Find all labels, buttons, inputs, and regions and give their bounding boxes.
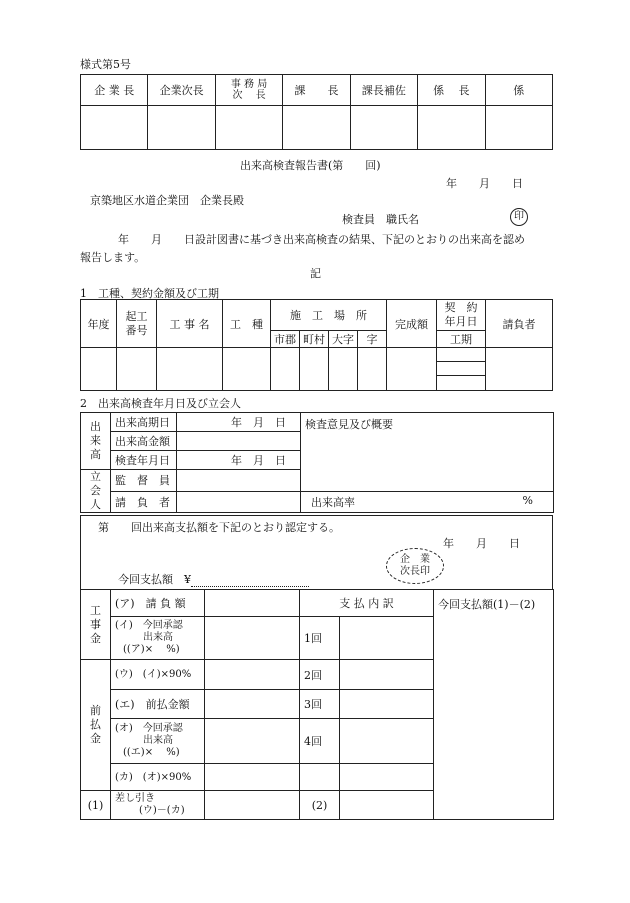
payment-2-value[interactable] [340,660,434,690]
rate-cell[interactable]: 出来高率 % [301,491,554,513]
payment-1-label: 1回 [300,617,340,660]
value-d[interactable] [205,690,300,719]
item-b: (イ) 今回承認 出来高 ((ア)× %) [111,617,205,660]
form-number: 様式第5号 [80,58,131,71]
date-cell[interactable]: 年 月 日 [177,413,301,432]
value-g[interactable] [205,791,300,820]
approval-cell[interactable] [350,106,417,150]
approval-header: 係 [485,75,552,106]
item-g-number: (1) [81,791,111,820]
pay-amount-line[interactable] [191,576,309,587]
row-label: 検査年月日 [111,451,177,470]
payment-table [80,589,554,820]
payment-2-label: 2回 [300,660,340,690]
body-line-1: 年 月 日設計図書に基づき出来高検査の結果、下記のとおりの出来高を認め [118,233,525,246]
row-label: 出来高期日 [111,413,177,432]
contract-table [80,299,553,391]
cell[interactable] [486,348,553,391]
value-e[interactable] [205,719,300,764]
cell[interactable] [358,348,387,391]
payment-1-value[interactable] [340,617,434,660]
col-contractor: 請負者 [486,300,553,348]
approval-header: 係 長 [418,75,485,106]
item-c: (ウ) (イ)×90% [111,660,205,690]
col-period: 工期 [437,331,486,348]
payment-4-value[interactable] [340,719,434,764]
group-dekidaka: 出 来 高 [81,413,111,470]
ki-heading: 記 [310,267,321,280]
vice-director-stamp: 企 業 次長印 [386,548,444,584]
inspector-label: 検査員 職氏名 [342,213,419,226]
section1-heading: 1 工種、契約金額及び工期 [80,287,219,300]
payment-5-label [300,764,340,791]
approval-cell[interactable] [418,106,485,150]
date-cell[interactable]: 年 月 日 [177,451,301,470]
row-label: 監 督 員 [111,470,177,492]
cert-line: 第 回出来高支払額を下記のとおり認定する。 [98,521,340,534]
row-label: 出来高金額 [111,432,177,451]
col-year: 年度 [81,300,117,348]
approval-header: 事 務 局 次 長 [215,75,282,106]
payment-3-label: 3回 [300,690,340,719]
col-town: 町村 [300,331,329,348]
col-start-no: 起工 番号 [117,300,157,348]
payment-5-value[interactable] [340,764,434,791]
group-maebarai: 前 払 金 [81,660,111,791]
row-label: 請 負 者 [111,491,177,513]
group-witness: 立 会 人 [81,470,111,513]
seal-mark: 印 [510,208,528,226]
cell[interactable] [387,348,437,391]
col-contract-date: 契 約 年月日 [437,300,486,331]
section2-heading: 2 出来高検査年月日及び立会人 [80,397,241,410]
item-a: (ア) 請 負 額 [111,590,205,617]
cell[interactable] [271,348,300,391]
approval-cell[interactable] [283,106,350,150]
approval-header: 企 業 長 [81,75,148,106]
total-2-label: (2) [300,791,340,820]
supervisor-cell[interactable] [177,470,301,492]
approval-cell[interactable] [148,106,215,150]
cell[interactable] [117,348,157,391]
group-kouji: 工 事 金 [81,590,111,660]
opinion-cell[interactable]: 検査意見及び概要 [301,413,554,492]
cell[interactable] [223,348,271,391]
pay-amount: 今回支払額 ¥ [118,571,309,587]
col-completion: 完成額 [387,300,437,348]
approval-cell[interactable] [485,106,552,150]
total-2-value[interactable] [340,791,434,820]
contractor-cell[interactable] [177,491,301,513]
col-location: 施 工 場 所 [271,300,387,331]
col-oaza: 大字 [329,331,358,348]
cell[interactable] [329,348,358,391]
col-aza: 字 [358,331,387,348]
approval-header: 企業次長 [148,75,215,106]
body-line-2: 報告します。 [80,251,146,264]
payment-3-value[interactable] [340,690,434,719]
this-time-cell[interactable]: 今回支払額(1)－(2) [434,590,554,820]
period-cell[interactable] [437,348,486,391]
item-d: (エ) 前払金額 [111,690,205,719]
approval-cell[interactable] [215,106,282,150]
addressee: 京築地区水道企業団 企業長殿 [90,194,244,207]
value-c[interactable] [205,660,300,690]
approval-header: 課 長 [283,75,350,106]
breakdown-header: 支 払 内 訳 [300,590,434,617]
value-a[interactable] [205,590,300,617]
cell[interactable] [81,348,117,391]
approval-cell[interactable] [81,106,148,150]
col-work-type: 工 種 [223,300,271,348]
item-e: (オ) 今回承認 出来高 ((エ)× %) [111,719,205,764]
report-date: 年 月 日 [446,177,523,190]
witness-table [80,412,554,513]
item-g: 差し引き (ウ)－(カ) [111,791,205,820]
cell[interactable] [157,348,223,391]
col-city: 市郡 [271,331,300,348]
approval-table [80,74,553,150]
cert-date: 年 月 日 [443,537,520,550]
col-work-name: 工 事 名 [157,300,223,348]
approval-header: 課長補佐 [350,75,417,106]
cell[interactable] [300,348,329,391]
payment-4-label: 4回 [300,719,340,764]
report-title: 出来高検査報告書(第 回) [240,159,381,172]
item-f: (カ) (オ)×90% [111,764,205,791]
amount-cell[interactable] [177,432,301,451]
value-b[interactable] [205,617,300,660]
value-f[interactable] [205,764,300,791]
